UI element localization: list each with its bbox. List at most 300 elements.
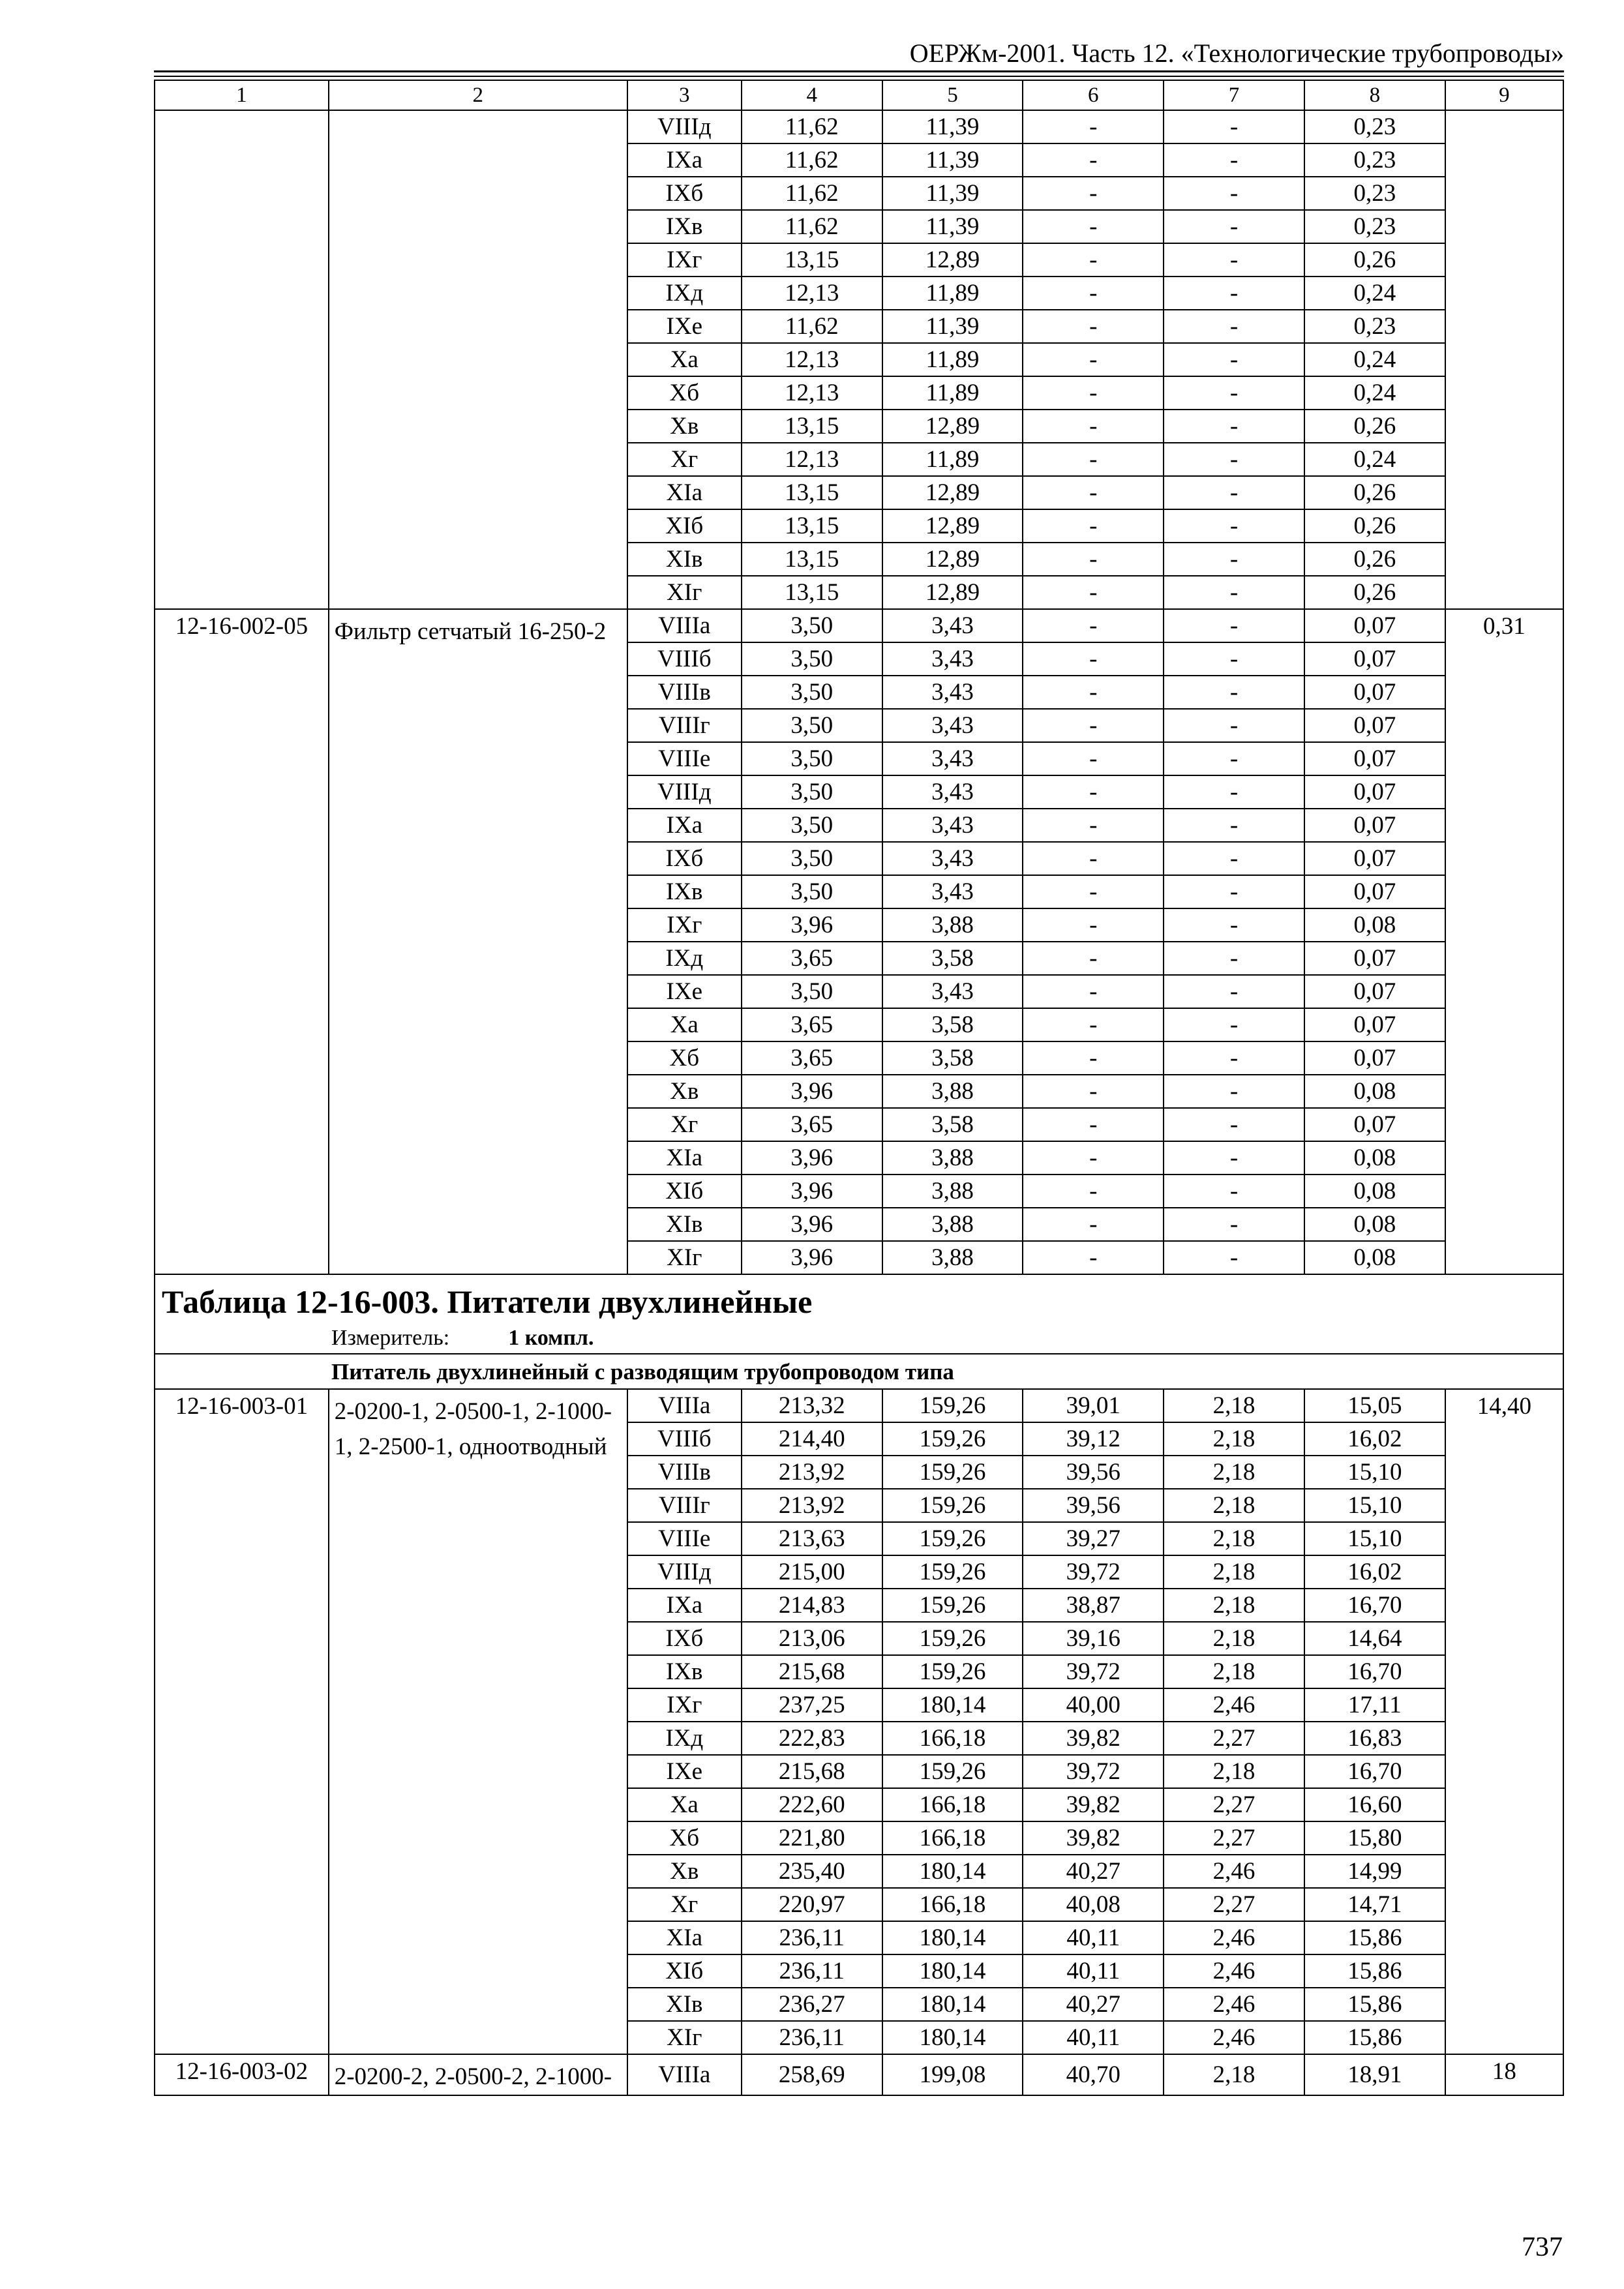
- value-cell: -: [1164, 975, 1304, 1008]
- value-cell: 11,89: [882, 443, 1023, 476]
- value-cell: 11,62: [742, 177, 882, 210]
- value-cell: 2,18: [1164, 1755, 1304, 1788]
- value-cell: 3,50: [742, 809, 882, 842]
- value-cell: 0,08: [1304, 1241, 1445, 1274]
- work-name-cell: 2-0200-2, 2-0500-2, 2-1000-: [329, 2054, 627, 2095]
- value-cell: -: [1023, 509, 1164, 543]
- value-cell: IXв: [627, 875, 742, 908]
- value-cell: 12,13: [742, 376, 882, 410]
- value-cell: 12,89: [882, 509, 1023, 543]
- value-cell: 3,50: [742, 842, 882, 875]
- value-cell: 2,18: [1164, 1489, 1304, 1522]
- value-cell: IXг: [627, 1688, 742, 1722]
- value-cell: 3,50: [742, 875, 882, 908]
- value-cell: 15,80: [1304, 1821, 1445, 1855]
- total-cell: 14,40: [1445, 1389, 1563, 2054]
- table-title-row: [155, 1274, 1563, 1354]
- value-cell: 3,96: [742, 1208, 882, 1241]
- work-name-cell: 2-0200-1, 2-0500-1, 2-1000-1, 2-2500-1, одноотводный: [329, 1389, 627, 2054]
- value-cell: 16,02: [1304, 1422, 1445, 1456]
- value-cell: 236,11: [742, 2021, 882, 2054]
- value-cell: 14,99: [1304, 1855, 1445, 1888]
- value-cell: 180,14: [882, 1855, 1023, 1888]
- value-cell: 2,18: [1164, 1622, 1304, 1655]
- value-cell: 180,14: [882, 1988, 1023, 2021]
- value-cell: 236,11: [742, 1921, 882, 1954]
- value-cell: 39,27: [1023, 1522, 1164, 1555]
- value-cell: Xа: [627, 1008, 742, 1041]
- value-cell: XIа: [627, 1921, 742, 1954]
- value-cell: 12,89: [882, 243, 1023, 277]
- value-cell: 39,16: [1023, 1622, 1164, 1655]
- value-cell: 0,26: [1304, 410, 1445, 443]
- value-cell: 0,07: [1304, 942, 1445, 975]
- value-cell: VIIIд: [627, 775, 742, 809]
- value-cell: Xа: [627, 343, 742, 376]
- value-cell: 215,68: [742, 1655, 882, 1688]
- value-cell: 0,08: [1304, 1174, 1445, 1208]
- value-cell: 3,50: [742, 775, 882, 809]
- value-cell: 0,07: [1304, 676, 1445, 709]
- value-cell: -: [1023, 908, 1164, 942]
- value-cell: Xб: [627, 1821, 742, 1855]
- column-number-cell: 5: [882, 80, 1023, 110]
- value-cell: 3,96: [742, 1075, 882, 1108]
- value-cell: XIв: [627, 543, 742, 576]
- value-cell: 12,89: [882, 410, 1023, 443]
- value-cell: 0,07: [1304, 1041, 1445, 1075]
- value-cell: 11,39: [882, 310, 1023, 343]
- value-cell: 39,56: [1023, 1489, 1164, 1522]
- value-cell: -: [1164, 410, 1304, 443]
- value-cell: 180,14: [882, 2021, 1023, 2054]
- value-cell: 215,68: [742, 1755, 882, 1788]
- value-cell: -: [1164, 1075, 1304, 1108]
- value-cell: -: [1023, 1075, 1164, 1108]
- value-cell: -: [1023, 1208, 1164, 1241]
- value-cell: -: [1164, 842, 1304, 875]
- work-name-cell: Фильтр сетчатый 16-250-2: [329, 609, 627, 1274]
- value-cell: IXе: [627, 975, 742, 1008]
- rate-code-cell: 12-16-002-05: [155, 609, 329, 1274]
- value-cell: 0,23: [1304, 143, 1445, 177]
- measure-line: [155, 1318, 1563, 1349]
- value-cell: -: [1023, 177, 1164, 210]
- value-cell: 15,10: [1304, 1489, 1445, 1522]
- value-cell: 166,18: [882, 1888, 1023, 1921]
- value-cell: 3,43: [882, 809, 1023, 842]
- section-row: [155, 1354, 1563, 1389]
- value-cell: 0,08: [1304, 908, 1445, 942]
- value-cell: 2,46: [1164, 1855, 1304, 1888]
- value-cell: 0,26: [1304, 243, 1445, 277]
- value-cell: IXв: [627, 210, 742, 243]
- value-cell: 166,18: [882, 1788, 1023, 1821]
- rate-code-cell: 12-16-003-02: [155, 2054, 329, 2095]
- value-cell: 11,62: [742, 143, 882, 177]
- value-cell: -: [1023, 243, 1164, 277]
- table-row: [155, 2054, 1563, 2095]
- value-cell: IXб: [627, 177, 742, 210]
- value-cell: 13,15: [742, 543, 882, 576]
- value-cell: -: [1164, 243, 1304, 277]
- value-cell: 0,23: [1304, 310, 1445, 343]
- value-cell: 180,14: [882, 1954, 1023, 1988]
- value-cell: VIIIв: [627, 1456, 742, 1489]
- value-cell: 3,43: [882, 709, 1023, 742]
- table-row: [155, 110, 1563, 143]
- value-cell: -: [1023, 942, 1164, 975]
- value-cell: 3,43: [882, 676, 1023, 709]
- value-cell: -: [1023, 476, 1164, 509]
- value-cell: 236,27: [742, 1988, 882, 2021]
- value-cell: 3,58: [882, 1108, 1023, 1141]
- total-cell: 18: [1445, 2054, 1563, 2095]
- value-cell: 15,86: [1304, 1988, 1445, 2021]
- value-cell: -: [1023, 576, 1164, 609]
- value-cell: 3,43: [882, 642, 1023, 676]
- value-cell: -: [1164, 1108, 1304, 1141]
- value-cell: -: [1164, 642, 1304, 676]
- value-cell: -: [1164, 143, 1304, 177]
- value-cell: 159,26: [882, 1589, 1023, 1622]
- value-cell: 159,26: [882, 1389, 1023, 1422]
- value-cell: 0,24: [1304, 443, 1445, 476]
- value-cell: 222,60: [742, 1788, 882, 1821]
- value-cell: 3,43: [882, 875, 1023, 908]
- value-cell: IXд: [627, 1722, 742, 1755]
- value-cell: 11,89: [882, 343, 1023, 376]
- value-cell: VIIIе: [627, 742, 742, 775]
- value-cell: -: [1164, 476, 1304, 509]
- value-cell: Xв: [627, 1075, 742, 1108]
- value-cell: -: [1023, 343, 1164, 376]
- value-cell: 159,26: [882, 1489, 1023, 1522]
- column-number-cell: 6: [1023, 80, 1164, 110]
- value-cell: 39,56: [1023, 1456, 1164, 1489]
- value-cell: 39,82: [1023, 1788, 1164, 1821]
- value-cell: -: [1164, 709, 1304, 742]
- value-cell: IXе: [627, 310, 742, 343]
- value-cell: 159,26: [882, 1755, 1023, 1788]
- value-cell: 40,27: [1023, 1988, 1164, 2021]
- value-cell: 39,72: [1023, 1755, 1164, 1788]
- value-cell: 2,46: [1164, 1921, 1304, 1954]
- value-cell: 40,00: [1023, 1688, 1164, 1722]
- value-cell: XIб: [627, 509, 742, 543]
- value-cell: Xб: [627, 1041, 742, 1075]
- value-cell: 166,18: [882, 1722, 1023, 1755]
- value-cell: 2,46: [1164, 1688, 1304, 1722]
- value-cell: 0,07: [1304, 609, 1445, 642]
- value-cell: -: [1164, 1174, 1304, 1208]
- value-cell: -: [1023, 775, 1164, 809]
- value-cell: -: [1023, 875, 1164, 908]
- value-cell: 16,02: [1304, 1555, 1445, 1589]
- value-cell: VIIIа: [627, 1389, 742, 1422]
- value-cell: -: [1023, 210, 1164, 243]
- value-cell: 12,89: [882, 576, 1023, 609]
- value-cell: 3,65: [742, 942, 882, 975]
- value-cell: 40,08: [1023, 1888, 1164, 1921]
- value-cell: 39,12: [1023, 1422, 1164, 1456]
- value-cell: VIIIв: [627, 676, 742, 709]
- value-cell: 3,88: [882, 1174, 1023, 1208]
- value-cell: -: [1023, 277, 1164, 310]
- value-cell: VIIIб: [627, 1422, 742, 1456]
- value-cell: 0,07: [1304, 809, 1445, 842]
- total-cell: [1445, 110, 1563, 609]
- value-cell: 13,15: [742, 243, 882, 277]
- value-cell: 14,64: [1304, 1622, 1445, 1655]
- value-cell: -: [1164, 443, 1304, 476]
- value-cell: IXг: [627, 243, 742, 277]
- value-cell: 0,07: [1304, 642, 1445, 676]
- value-cell: VIIIа: [627, 609, 742, 642]
- value-cell: 0,26: [1304, 509, 1445, 543]
- value-cell: 12,13: [742, 343, 882, 376]
- value-cell: 2,27: [1164, 1821, 1304, 1855]
- value-cell: 2,18: [1164, 1422, 1304, 1456]
- value-cell: 213,63: [742, 1522, 882, 1555]
- value-cell: 2,18: [1164, 1456, 1304, 1489]
- value-cell: VIIIе: [627, 1522, 742, 1555]
- value-cell: 3,65: [742, 1108, 882, 1141]
- value-cell: -: [1023, 1174, 1164, 1208]
- value-cell: 39,72: [1023, 1655, 1164, 1688]
- value-cell: 2,18: [1164, 1555, 1304, 1589]
- value-cell: -: [1023, 143, 1164, 177]
- value-cell: -: [1164, 1208, 1304, 1241]
- value-cell: -: [1023, 1008, 1164, 1041]
- value-cell: 11,39: [882, 210, 1023, 243]
- value-cell: 40,11: [1023, 2021, 1164, 2054]
- value-cell: 221,80: [742, 1821, 882, 1855]
- value-cell: IXд: [627, 942, 742, 975]
- value-cell: XIг: [627, 1241, 742, 1274]
- value-cell: -: [1164, 1141, 1304, 1174]
- value-cell: 3,96: [742, 908, 882, 942]
- value-cell: 3,65: [742, 1008, 882, 1041]
- value-cell: 15,05: [1304, 1389, 1445, 1422]
- value-cell: XIв: [627, 1988, 742, 2021]
- value-cell: VIIIд: [627, 1555, 742, 1589]
- value-cell: 3,65: [742, 1041, 882, 1075]
- value-cell: 15,10: [1304, 1456, 1445, 1489]
- value-cell: 199,08: [882, 2054, 1023, 2095]
- value-cell: 2,46: [1164, 1988, 1304, 2021]
- value-cell: 0,23: [1304, 110, 1445, 143]
- value-cell: 3,50: [742, 609, 882, 642]
- value-cell: VIIIг: [627, 1489, 742, 1522]
- value-cell: 3,43: [882, 975, 1023, 1008]
- value-cell: -: [1023, 1041, 1164, 1075]
- value-cell: -: [1164, 543, 1304, 576]
- value-cell: IXб: [627, 1622, 742, 1655]
- value-cell: -: [1023, 842, 1164, 875]
- value-cell: 3,88: [882, 1141, 1023, 1174]
- value-cell: 3,58: [882, 942, 1023, 975]
- value-cell: IXа: [627, 809, 742, 842]
- value-cell: 11,62: [742, 110, 882, 143]
- value-cell: 213,06: [742, 1622, 882, 1655]
- value-cell: 11,89: [882, 376, 1023, 410]
- value-cell: 11,39: [882, 177, 1023, 210]
- value-cell: XIв: [627, 1208, 742, 1241]
- value-cell: 0,24: [1304, 376, 1445, 410]
- column-number-cell: 3: [627, 80, 742, 110]
- value-cell: 11,89: [882, 277, 1023, 310]
- value-cell: 16,70: [1304, 1755, 1445, 1788]
- value-cell: 12,13: [742, 277, 882, 310]
- value-cell: 213,92: [742, 1456, 882, 1489]
- value-cell: VIIIа: [627, 2054, 742, 2095]
- value-cell: 236,11: [742, 1954, 882, 1988]
- value-cell: -: [1164, 1041, 1304, 1075]
- value-cell: -: [1023, 1241, 1164, 1274]
- value-cell: 0,26: [1304, 576, 1445, 609]
- value-cell: -: [1023, 376, 1164, 410]
- value-cell: 180,14: [882, 1921, 1023, 1954]
- value-cell: XIб: [627, 1954, 742, 1988]
- value-cell: Xв: [627, 410, 742, 443]
- rate-code-cell: 12-16-003-01: [155, 1389, 329, 2054]
- value-cell: 3,88: [882, 1075, 1023, 1108]
- value-cell: 0,26: [1304, 543, 1445, 576]
- value-cell: 159,26: [882, 1456, 1023, 1489]
- value-cell: 159,26: [882, 1655, 1023, 1688]
- value-cell: 0,07: [1304, 975, 1445, 1008]
- value-cell: 213,32: [742, 1389, 882, 1422]
- value-cell: 0,24: [1304, 343, 1445, 376]
- value-cell: 0,07: [1304, 742, 1445, 775]
- value-cell: 39,72: [1023, 1555, 1164, 1589]
- value-cell: 16,70: [1304, 1589, 1445, 1622]
- value-cell: 38,87: [1023, 1589, 1164, 1622]
- value-cell: 215,00: [742, 1555, 882, 1589]
- column-number-cell: 8: [1304, 80, 1445, 110]
- value-cell: 166,18: [882, 1821, 1023, 1855]
- value-cell: 0,07: [1304, 1008, 1445, 1041]
- value-cell: 0,07: [1304, 842, 1445, 875]
- value-cell: 11,39: [882, 110, 1023, 143]
- value-cell: 15,86: [1304, 2021, 1445, 2054]
- value-cell: 13,15: [742, 410, 882, 443]
- value-cell: -: [1023, 1141, 1164, 1174]
- value-cell: 3,88: [882, 1208, 1023, 1241]
- value-cell: 3,96: [742, 1141, 882, 1174]
- value-cell: VIIIг: [627, 709, 742, 742]
- value-cell: -: [1164, 775, 1304, 809]
- value-cell: 39,01: [1023, 1389, 1164, 1422]
- value-cell: IXб: [627, 842, 742, 875]
- column-number-cell: 7: [1164, 80, 1304, 110]
- value-cell: 40,11: [1023, 1954, 1164, 1988]
- value-cell: Xг: [627, 1888, 742, 1921]
- value-cell: 214,83: [742, 1589, 882, 1622]
- value-cell: -: [1164, 1008, 1304, 1041]
- value-cell: 3,43: [882, 842, 1023, 875]
- value-cell: -: [1023, 410, 1164, 443]
- value-cell: 15,86: [1304, 1921, 1445, 1954]
- value-cell: 2,46: [1164, 1954, 1304, 1988]
- value-cell: 3,58: [882, 1008, 1023, 1041]
- value-cell: -: [1164, 110, 1304, 143]
- value-cell: -: [1164, 809, 1304, 842]
- value-cell: 3,43: [882, 775, 1023, 809]
- value-cell: -: [1164, 310, 1304, 343]
- value-cell: -: [1023, 975, 1164, 1008]
- measure-label: Измеритель:: [331, 1326, 450, 1350]
- value-cell: 39,82: [1023, 1722, 1164, 1755]
- value-cell: 237,25: [742, 1688, 882, 1722]
- value-cell: 17,11: [1304, 1688, 1445, 1722]
- value-cell: -: [1164, 277, 1304, 310]
- value-cell: 3,50: [742, 709, 882, 742]
- value-cell: -: [1023, 1108, 1164, 1141]
- page-number: 737: [1522, 2232, 1563, 2262]
- value-cell: XIб: [627, 1174, 742, 1208]
- value-cell: -: [1023, 443, 1164, 476]
- value-cell: 16,70: [1304, 1655, 1445, 1688]
- measure-unit: 1 компл.: [508, 1326, 594, 1350]
- value-cell: 16,60: [1304, 1788, 1445, 1821]
- value-cell: 0,07: [1304, 775, 1445, 809]
- value-cell: 214,40: [742, 1422, 882, 1456]
- value-cell: 3,88: [882, 908, 1023, 942]
- value-cell: 159,26: [882, 1422, 1023, 1456]
- value-cell: XIа: [627, 476, 742, 509]
- value-cell: -: [1023, 310, 1164, 343]
- value-cell: 3,50: [742, 676, 882, 709]
- value-cell: 11,62: [742, 310, 882, 343]
- value-cell: -: [1164, 742, 1304, 775]
- work-name-cell: [329, 110, 627, 609]
- value-cell: 40,11: [1023, 1921, 1164, 1954]
- value-cell: 222,83: [742, 1722, 882, 1755]
- value-cell: IXа: [627, 143, 742, 177]
- section-title: Питатель двухлинейный с разводящим трубопроводом типа: [155, 1354, 1563, 1389]
- table-title-cell: [155, 1274, 1563, 1354]
- value-cell: XIг: [627, 576, 742, 609]
- value-cell: -: [1164, 576, 1304, 609]
- value-cell: 3,58: [882, 1041, 1023, 1075]
- value-cell: VIIIд: [627, 110, 742, 143]
- column-number-cell: 4: [742, 80, 882, 110]
- value-cell: 12,13: [742, 443, 882, 476]
- value-cell: 15,86: [1304, 1954, 1445, 1988]
- value-cell: 3,50: [742, 975, 882, 1008]
- column-number-cell: 2: [329, 80, 627, 110]
- value-cell: 3,43: [882, 609, 1023, 642]
- value-cell: 13,15: [742, 509, 882, 543]
- value-cell: 13,15: [742, 476, 882, 509]
- value-cell: IXв: [627, 1655, 742, 1688]
- value-cell: 40,27: [1023, 1855, 1164, 1888]
- value-cell: -: [1164, 343, 1304, 376]
- value-cell: 2,18: [1164, 1655, 1304, 1688]
- value-cell: 2,46: [1164, 2021, 1304, 2054]
- value-cell: IXа: [627, 1589, 742, 1622]
- value-cell: -: [1023, 809, 1164, 842]
- value-cell: -: [1023, 609, 1164, 642]
- value-cell: 3,96: [742, 1241, 882, 1274]
- value-cell: 2,27: [1164, 1788, 1304, 1821]
- value-cell: 213,92: [742, 1489, 882, 1522]
- value-cell: XIа: [627, 1141, 742, 1174]
- value-cell: 0,23: [1304, 210, 1445, 243]
- value-cell: 2,27: [1164, 1888, 1304, 1921]
